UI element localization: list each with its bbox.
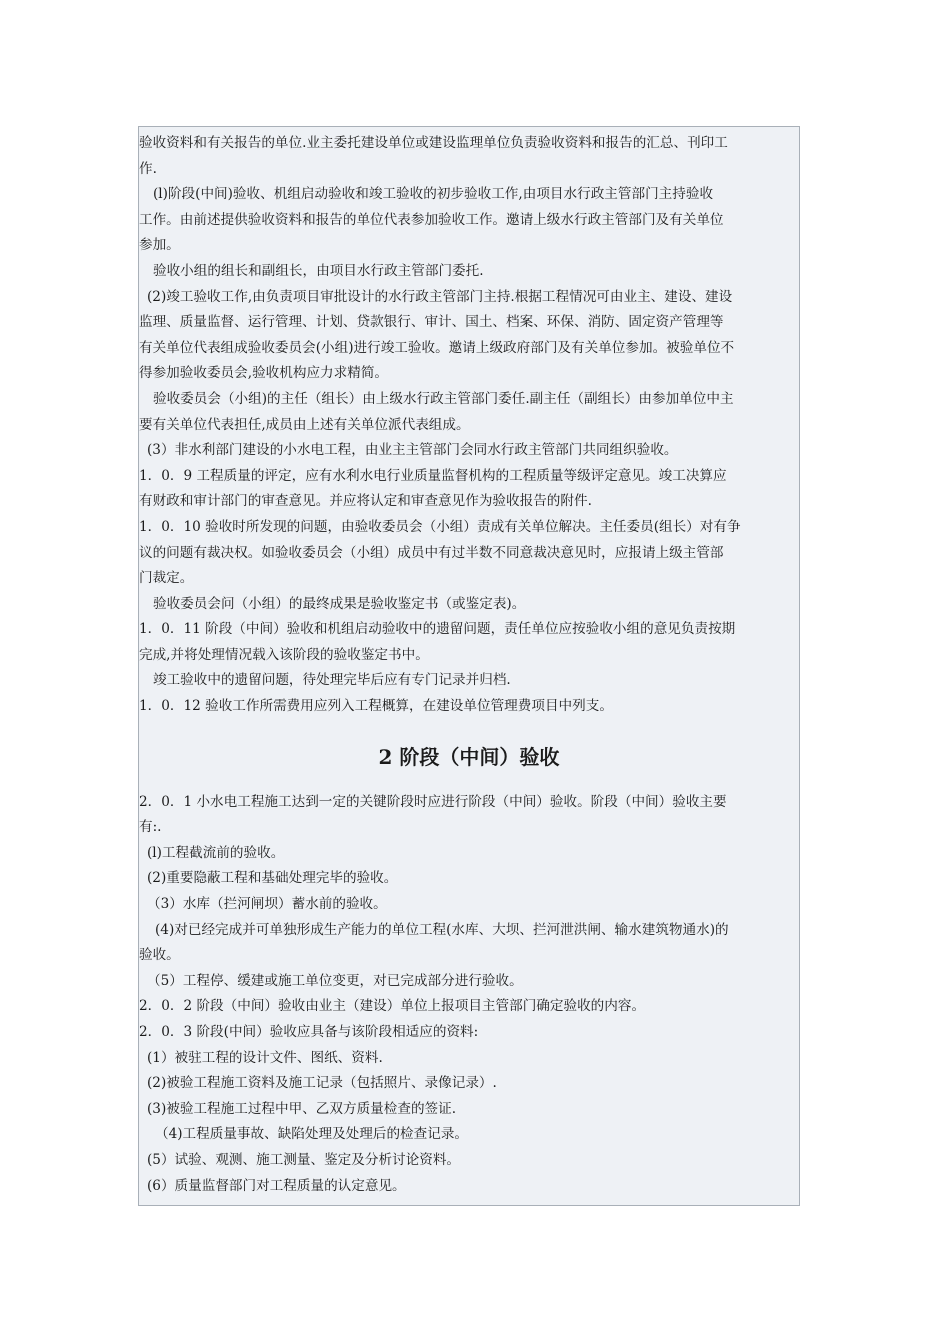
- text-line: 验收委员会（小组)的主任（组长）由上级水行政主管部门委任.副主任（副组长）由参加单位中主: [153, 390, 734, 407]
- text-line: 得参加验收委员会,验收机构应力求精简。: [139, 365, 389, 382]
- document-page: [138, 126, 800, 1206]
- section-2-body: [139, 790, 799, 1200]
- text-line: 1．0．11 阶段（中间）验收和机组启动验收中的遗留问题，责任单位应按验收小组的意见负责按期: [139, 621, 736, 638]
- document-content: [139, 127, 799, 1199]
- text-line: (2)竣工验收工作,由负责项目审批设计的水行政主管部门主持.根据工程情况可由业主、建设、建设: [147, 288, 733, 305]
- text-line: 1．0．10 验收时所发现的问题，由验收委员会（小组）责成有关单位解决。主任委员(组长）对有争: [139, 518, 741, 535]
- text-line: (l)阶段(中间)验收、机组启动验收和竣工验收的初步验收工作,由项目水行政主管部门主持验收: [153, 186, 714, 203]
- text-line: (1）被驻工程的设计文件、图纸、资料.: [147, 1049, 383, 1066]
- section-heading: 2 阶段（中间）验收: [378, 744, 560, 769]
- text-line: 议的问题有裁决权。如验收委员会（小组）成员中有过半数不同意裁决意见时，应报请上级主管部: [139, 544, 724, 561]
- text-line: 监理、质量监督、运行管理、计划、贷款银行、审计、国土、档案、环保、消防、固定资产管理等: [139, 314, 724, 331]
- text-line: 门裁定。: [139, 570, 194, 587]
- text-line: 验收。: [139, 947, 180, 964]
- text-line: 2．0．2 阶段（中间）验收由业主（建设）单位上报项目主管部门确定验收的内容。: [139, 998, 646, 1015]
- text-line: 参加。: [139, 237, 180, 254]
- text-line: 有财政和审计部门的审查意见。并应将认定和审查意见作为验收报告的附件.: [139, 493, 592, 510]
- text-line: （4)工程质量事故、缺陷处理及处理后的检查记录。: [155, 1126, 469, 1143]
- text-line: 竣工验收中的遗留问题，待处理完毕后应有专门记录并归档.: [153, 672, 511, 689]
- text-line: 有:.: [139, 819, 162, 836]
- text-line: 1．0．12 验收工作所需费用应列入工程概算，在建设单位管理费项目中列支。: [139, 698, 613, 715]
- text-line: 完成,并将处理情况载入该阶段的验收鉴定书中。: [139, 646, 429, 663]
- text-line: 2．0．3 阶段(中间）验收应具备与该阶段相适应的资料:: [139, 1024, 479, 1040]
- text-line: (2)被验工程施工资料及施工记录（包括照片、录像记录）.: [147, 1075, 497, 1092]
- text-line: (l)工程截流前的验收。: [147, 844, 285, 861]
- text-line: (3)被验工程施工过程中甲、乙双方质量检查的签证.: [147, 1100, 457, 1117]
- text-line: (4)对已经完成并可单独形成生产能力的单位工程(水库、大坝、拦河泄洪闸、输水建筑物通水)的: [155, 921, 729, 938]
- text-line: (3）非水利部门建设的小水电工程，由业主主管部门会同水行政主管部门共同组织验收。: [147, 442, 678, 459]
- text-line: 作.: [139, 160, 157, 177]
- text-line: （3）水库（拦河闸坝）蓄水前的验收。: [147, 896, 387, 913]
- text-line: 1．0．9 工程质量的评定，应有水利水电行业质量监督机构的工程质量等级评定意见。竣工决算应: [139, 467, 727, 484]
- text-line: （5）工程停、缓建或施工单位变更，对已完成部分进行验收。: [147, 972, 523, 989]
- text-line: 要有关单位代表担任,成员由上述有关单位派代表组成。: [139, 416, 470, 433]
- text-line: (2)重要隐蔽工程和基础处理完毕的验收。: [147, 870, 398, 887]
- text-line: 2．0．1 小水电工程施工达到一定的关键阶段时应进行阶段（中间）验收。阶段（中间）验收主要: [139, 793, 727, 810]
- text-line: 有关单位代表组成验收委员会(小组)进行竣工验收。邀请上级政府部门及有关单位参加。被验单位不: [139, 339, 735, 356]
- text-line: 验收小组的组长和副组长，由项目水行政主管部门委托.: [153, 262, 484, 279]
- text-line: (6）质量监督部门对工程质量的认定意见。: [147, 1177, 406, 1194]
- text-line: 验收资料和有关报告的单位.业主委托建设单位或建设监理单位负责验收资料和报告的汇总、刊印工: [139, 135, 728, 151]
- section-1-body: [139, 131, 799, 720]
- text-line: 工作。由前述提供验收资料和报告的单位代表参加验收工作。邀请上级水行政主管部门及有关单位: [139, 211, 724, 228]
- text-line: 验收委员会问（小组）的最终成果是验收鉴定书（或鉴定表)。: [153, 595, 526, 612]
- text-line: (5）试验、观测、施工测量、鉴定及分析讨论资料。: [147, 1151, 461, 1168]
